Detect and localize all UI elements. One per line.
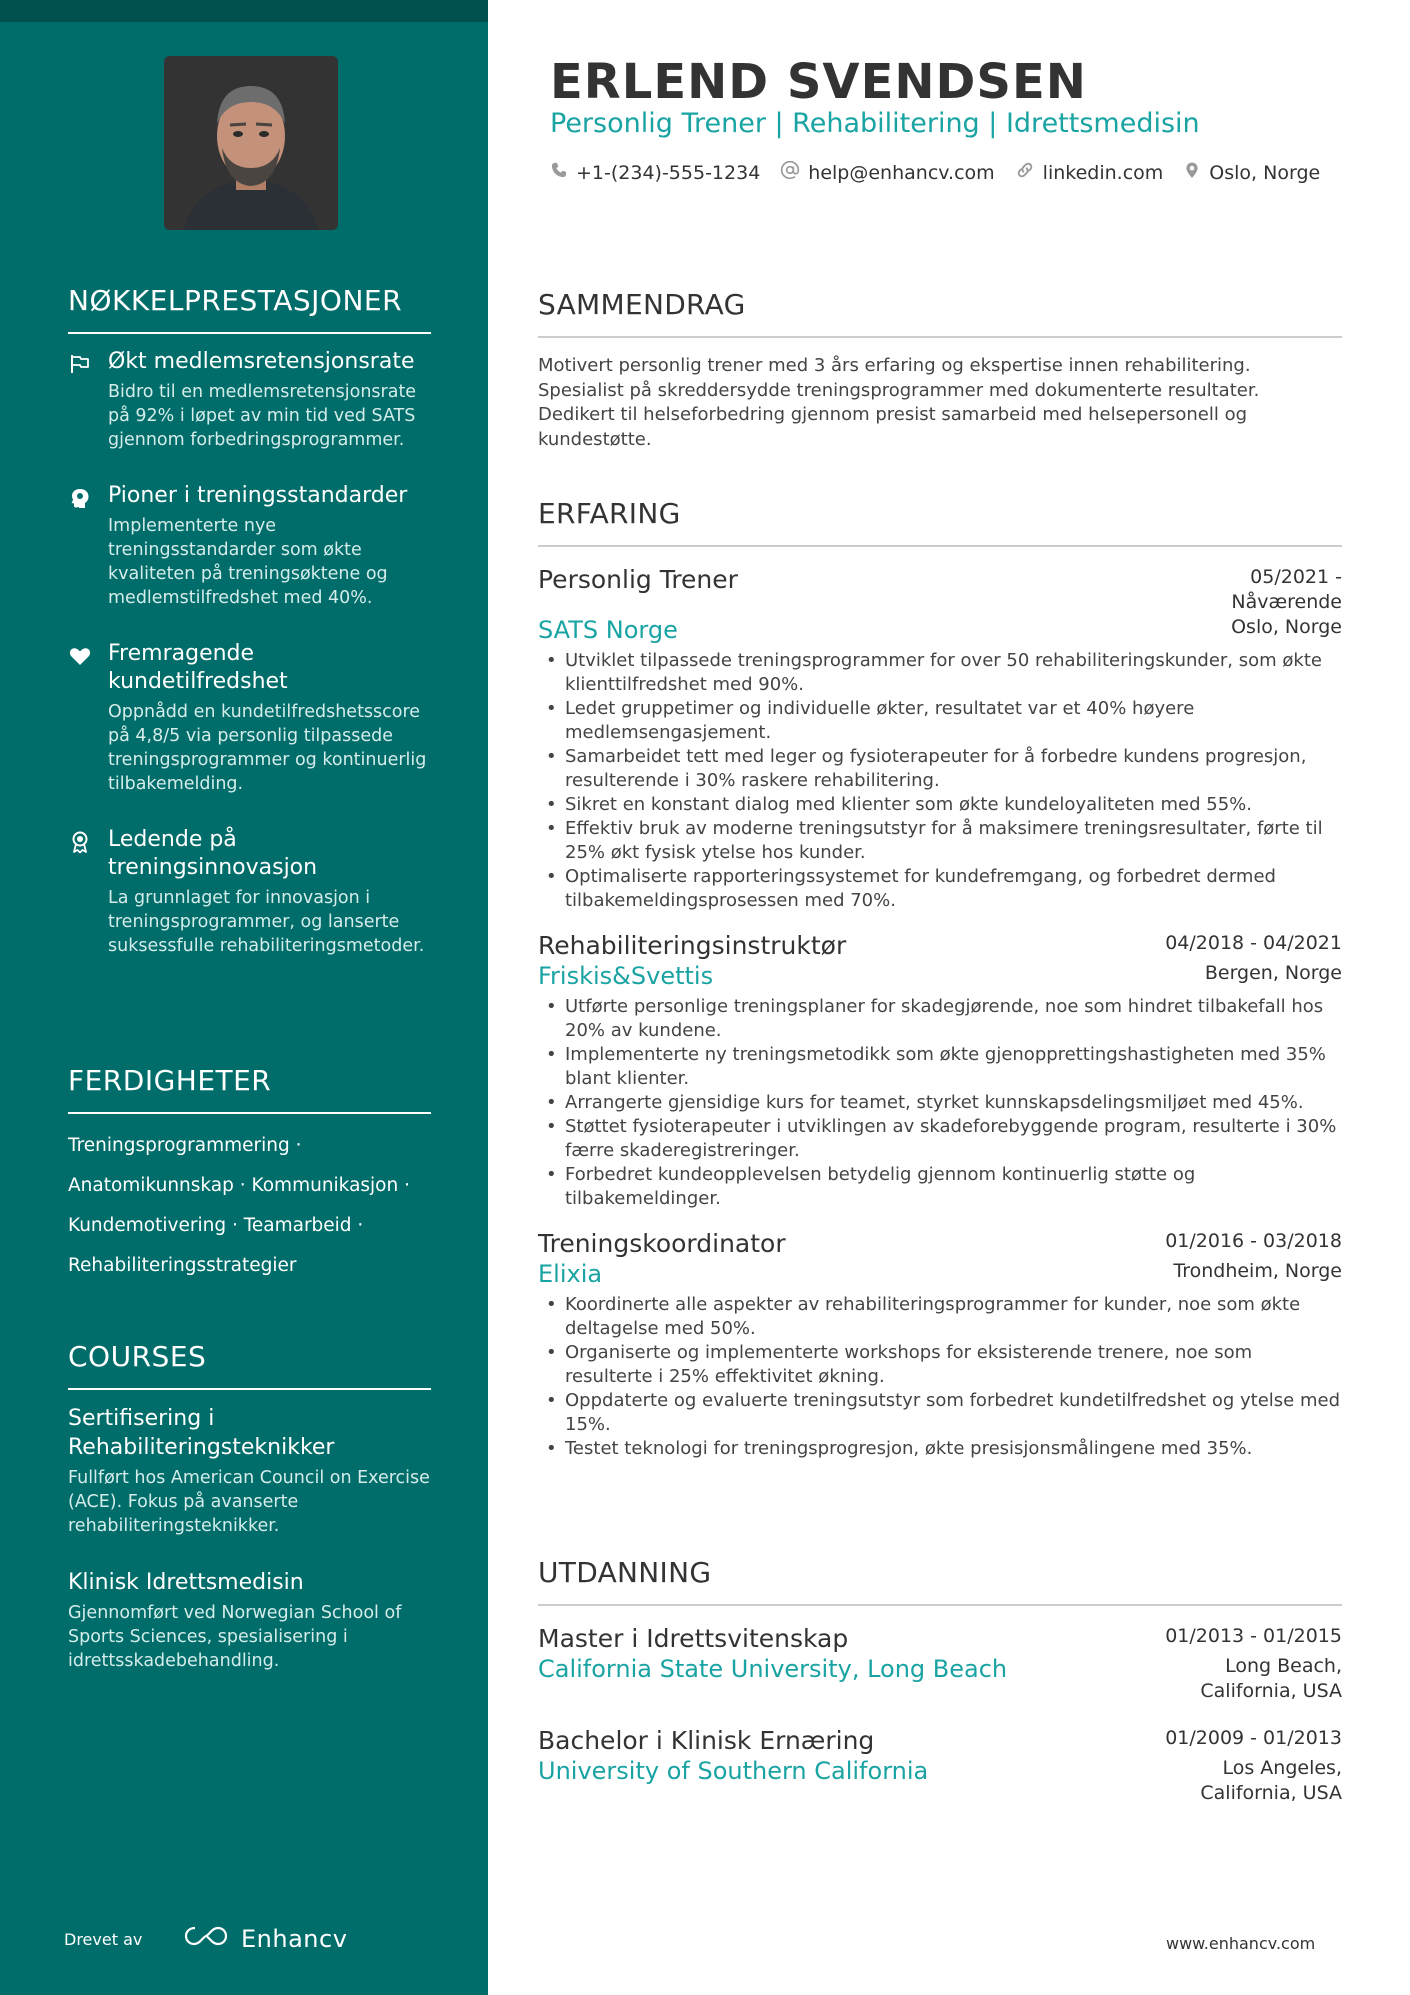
contact-phone-text: +1-(234)-555-1234: [576, 161, 761, 184]
course-title: Klinisk Idrettsmedisin: [68, 1570, 304, 1595]
achievement-item: [68, 348, 431, 452]
bullet-item: • Utførte personlige treningsplaner for skadegjørende, noe som hindret tilbakefall hos 20% av kundene.: [538, 995, 1342, 1043]
achievement-desc: Implementerte nye treningsstandarder som økte kvaliteten på treningsøktene og medlemstilfredshet med 40%.: [108, 516, 388, 608]
achievements-section: [68, 284, 431, 988]
infinity-logo-icon: [183, 1924, 229, 1954]
map-pin-icon: [1183, 160, 1209, 185]
bullet-item: • Effektiv bruk av moderne treningsutstyr for å maksimere treningsresultater, førte til 25% økt fysisk ytelse hos kunder.: [538, 817, 1342, 865]
course-item: [68, 1404, 431, 1538]
job-entry: [538, 931, 1342, 1211]
education-date: 01/2013 - 01/2015: [1165, 1625, 1342, 1647]
education-date: 01/2009 - 01/2013: [1165, 1727, 1342, 1749]
bullet-item: • Sikret en konstant dialog med klienter som økte kundeloyaliteten med 55%.: [538, 793, 1342, 817]
sidebar: [0, 0, 488, 1995]
education-heading: UTDANNING: [538, 1556, 1342, 1606]
course-title: Sertifisering i Rehabiliteringsteknikker: [68, 1406, 335, 1460]
at-icon: [780, 160, 808, 185]
job-bullets: [538, 1293, 1342, 1461]
courses-heading: COURSES: [68, 1340, 431, 1390]
achievement-title: Økt medlemsretensjonsrate: [108, 349, 415, 374]
heart-icon: [68, 644, 92, 668]
school-location: [1200, 1654, 1342, 1704]
contact-location-text: Oslo, Norge: [1209, 161, 1321, 184]
skill-line: Treningsprogrammering ·: [68, 1135, 302, 1156]
contact-email[interactable]: [780, 160, 994, 185]
bullet-item: • Utviklet tilpassede treningsprogrammer for over 50 rehabiliteringskunder, som økte klienttilfredshet med 90%.: [538, 649, 1342, 697]
candidate-name: ERLEND SVENDSEN: [550, 54, 1087, 110]
job-location: Oslo, Norge: [1231, 616, 1342, 638]
job-bullets: [538, 649, 1342, 913]
achievement-title: Ledende på treningsinnovasjon: [108, 827, 318, 880]
achievement-item: [68, 482, 431, 610]
school-name: California State University, Long Beach: [538, 1655, 1008, 1683]
school-location-line: California, USA: [1200, 1680, 1342, 1702]
contact-linkedin-text: linkedin.com: [1042, 161, 1164, 184]
achievement-desc: Oppnådd en kundetilfredshetsscore på 4,8/5 via personlig tilpassede treningsprogrammer og kontinuerlig tilbakemelding.: [108, 702, 427, 794]
job-company: SATS Norge: [538, 616, 678, 644]
contact-location: [1183, 160, 1320, 185]
skill-line: Rehabiliteringsstrategier: [68, 1255, 297, 1276]
job-date: 04/2018 - 04/2021: [1165, 932, 1342, 954]
bullet-item: • Samarbeidet tett med leger og fysioterapeuter for å forbedre kundens progresjon, resulterende i 30% raskere rehabilitering.: [538, 745, 1342, 793]
education-entry: [538, 1726, 1342, 1806]
education-section: [538, 1556, 1342, 1806]
job-date: 01/2016 - 03/2018: [1165, 1230, 1342, 1252]
contact-linkedin[interactable]: [1015, 160, 1164, 185]
job-date-end: Nåværende: [1231, 591, 1342, 613]
job-location: Trondheim, Norge: [1173, 1260, 1342, 1282]
experience-heading: ERFARING: [538, 497, 1342, 547]
school-location-line: Long Beach,: [1225, 1655, 1342, 1677]
job-company: Friskis&Svettis: [538, 962, 714, 990]
achievements-heading: NØKKELPRESTASJONER: [68, 284, 431, 334]
skill-line: Kundemotivering · Teamarbeid ·: [68, 1215, 364, 1236]
powered-by-label: Drevet av: [64, 1930, 143, 1949]
contact-bar: [550, 160, 1340, 185]
courses-section: [68, 1340, 431, 1703]
job-bullets: [538, 995, 1342, 1211]
candidate-subtitle: Personlig Trener | Rehabilitering | Idrettsmedisin: [550, 108, 1200, 139]
bullet-item: • Implementerte ny treningsmetodikk som økte gjenopprettingshastigheten med 35% blant klienter.: [538, 1043, 1342, 1091]
experience-section: [538, 497, 1342, 1461]
flag-icon: [68, 352, 92, 376]
brand-name: Enhancv: [241, 1925, 348, 1953]
bullet-item: • Oppdaterte og evaluerte treningsutstyr som forbedret kundetilfredshet og ytelse med 15%.: [538, 1389, 1342, 1437]
achievement-title: Pioner i treningsstandarder: [108, 483, 408, 508]
bullet-item: • Testet teknologi for treningsprogresjon, økte presisjonsmålingene med 35%.: [538, 1437, 1342, 1461]
school-name: University of Southern California: [538, 1757, 929, 1785]
contact-phone[interactable]: [550, 160, 760, 185]
bullet-item: • Optimaliserte rapporteringssystemet for kundefremgang, og forbedret dermed tilbakemeldingsprosessen med 70%.: [538, 865, 1342, 913]
skill-line: Anatomikunnskap · Kommunikasjon ·: [68, 1175, 410, 1196]
bullet-item: • Organiserte og implementerte workshops for eksisterende trenere, noe som resulterte i 25% effektivitet økning.: [538, 1341, 1342, 1389]
achievement-item: [68, 826, 431, 958]
job-location: Bergen, Norge: [1204, 962, 1342, 984]
course-item: [68, 1568, 431, 1673]
bullet-item: • Forbedret kundeopplevelsen betydelig gjennom kontinuerlig støtte og tilbakemeldinger.: [538, 1163, 1342, 1211]
education-entry: [538, 1624, 1342, 1704]
job-title: Treningskoordinator: [538, 1229, 786, 1258]
school-location: [1200, 1756, 1342, 1806]
achievement-desc: La grunnlaget for innovasjon i treningsprogrammer, og lanserte suksessfulle rehabiliteringsmetoder.: [108, 888, 425, 956]
achievement-title: Fremragende kundetilfredshet: [108, 641, 288, 694]
footer-url[interactable]: www.enhancv.com: [1166, 1934, 1316, 1953]
skills-section: [68, 1064, 431, 1286]
summary-heading: SAMMENDRAG: [538, 288, 1342, 338]
school-location-line: California, USA: [1200, 1782, 1342, 1804]
link-icon: [1015, 160, 1043, 185]
award-ribbon-icon: [68, 830, 92, 854]
head-brain-icon: [68, 486, 92, 510]
job-company: Elixia: [538, 1260, 603, 1288]
achievement-item: [68, 640, 431, 796]
contact-email-text: help@enhancv.com: [808, 161, 995, 184]
achievement-desc: Bidro til en medlemsretensjonsrate på 92% i løpet av min tid ved SATS gjennom forbedringsprogrammer.: [108, 382, 417, 450]
course-desc: Gjennomført ved Norwegian School of Sports Sciences, spesialisering i idrettsskadebehandling.: [68, 1603, 402, 1671]
degree-title: Master i Idrettsvitenskap: [538, 1624, 849, 1653]
job-entry: [538, 565, 1342, 913]
job-entry: [538, 1229, 1342, 1461]
skills-heading: FERDIGHETER: [68, 1064, 431, 1114]
degree-title: Bachelor i Klinisk Ernæring: [538, 1726, 875, 1755]
profile-photo: [164, 56, 338, 230]
school-location-line: Los Angeles,: [1222, 1757, 1342, 1779]
phone-icon: [550, 161, 576, 184]
bullet-item: • Ledet gruppetimer og individuelle økter, resultatet var et 40% høyere medlemsengasjement.: [538, 697, 1342, 745]
job-date-start: 05/2021 -: [1250, 566, 1342, 588]
bullet-item: • Arrangerte gjensidige kurs for teamet, styrket kunnskapsdelingsmiljøet med 45%.: [538, 1091, 1342, 1115]
bullet-item: • Koordinerte alle aspekter av rehabiliteringsprogrammer for kunder, noe som økte deltagelse med 50%.: [538, 1293, 1342, 1341]
summary-text: Motivert personlig trener med 3 års erfaring og ekspertise innen rehabilitering. Spesialist på skreddersydde treningsprogrammer med dokumenterte resultater. Dedikert til helseforbedring gjennom presist samarbeid med helsepersonell og kundestøtte.: [538, 355, 1260, 450]
job-title: Personlig Trener: [538, 565, 738, 594]
summary-section: [538, 288, 1342, 452]
bullet-item: • Støttet fysioterapeuter i utviklingen av skadeforebyggende program, resulterte i 30% færre skaderegistreringer.: [538, 1115, 1342, 1163]
job-title: Rehabiliteringsinstruktør: [538, 931, 847, 960]
course-desc: Fullført hos American Council on Exercise (ACE). Fokus på avanserte rehabiliteringsteknikker.: [68, 1468, 430, 1536]
job-date: [1231, 565, 1342, 615]
enhancv-logo[interactable]: [183, 1924, 347, 1954]
sidebar-top-bar: [0, 0, 488, 22]
